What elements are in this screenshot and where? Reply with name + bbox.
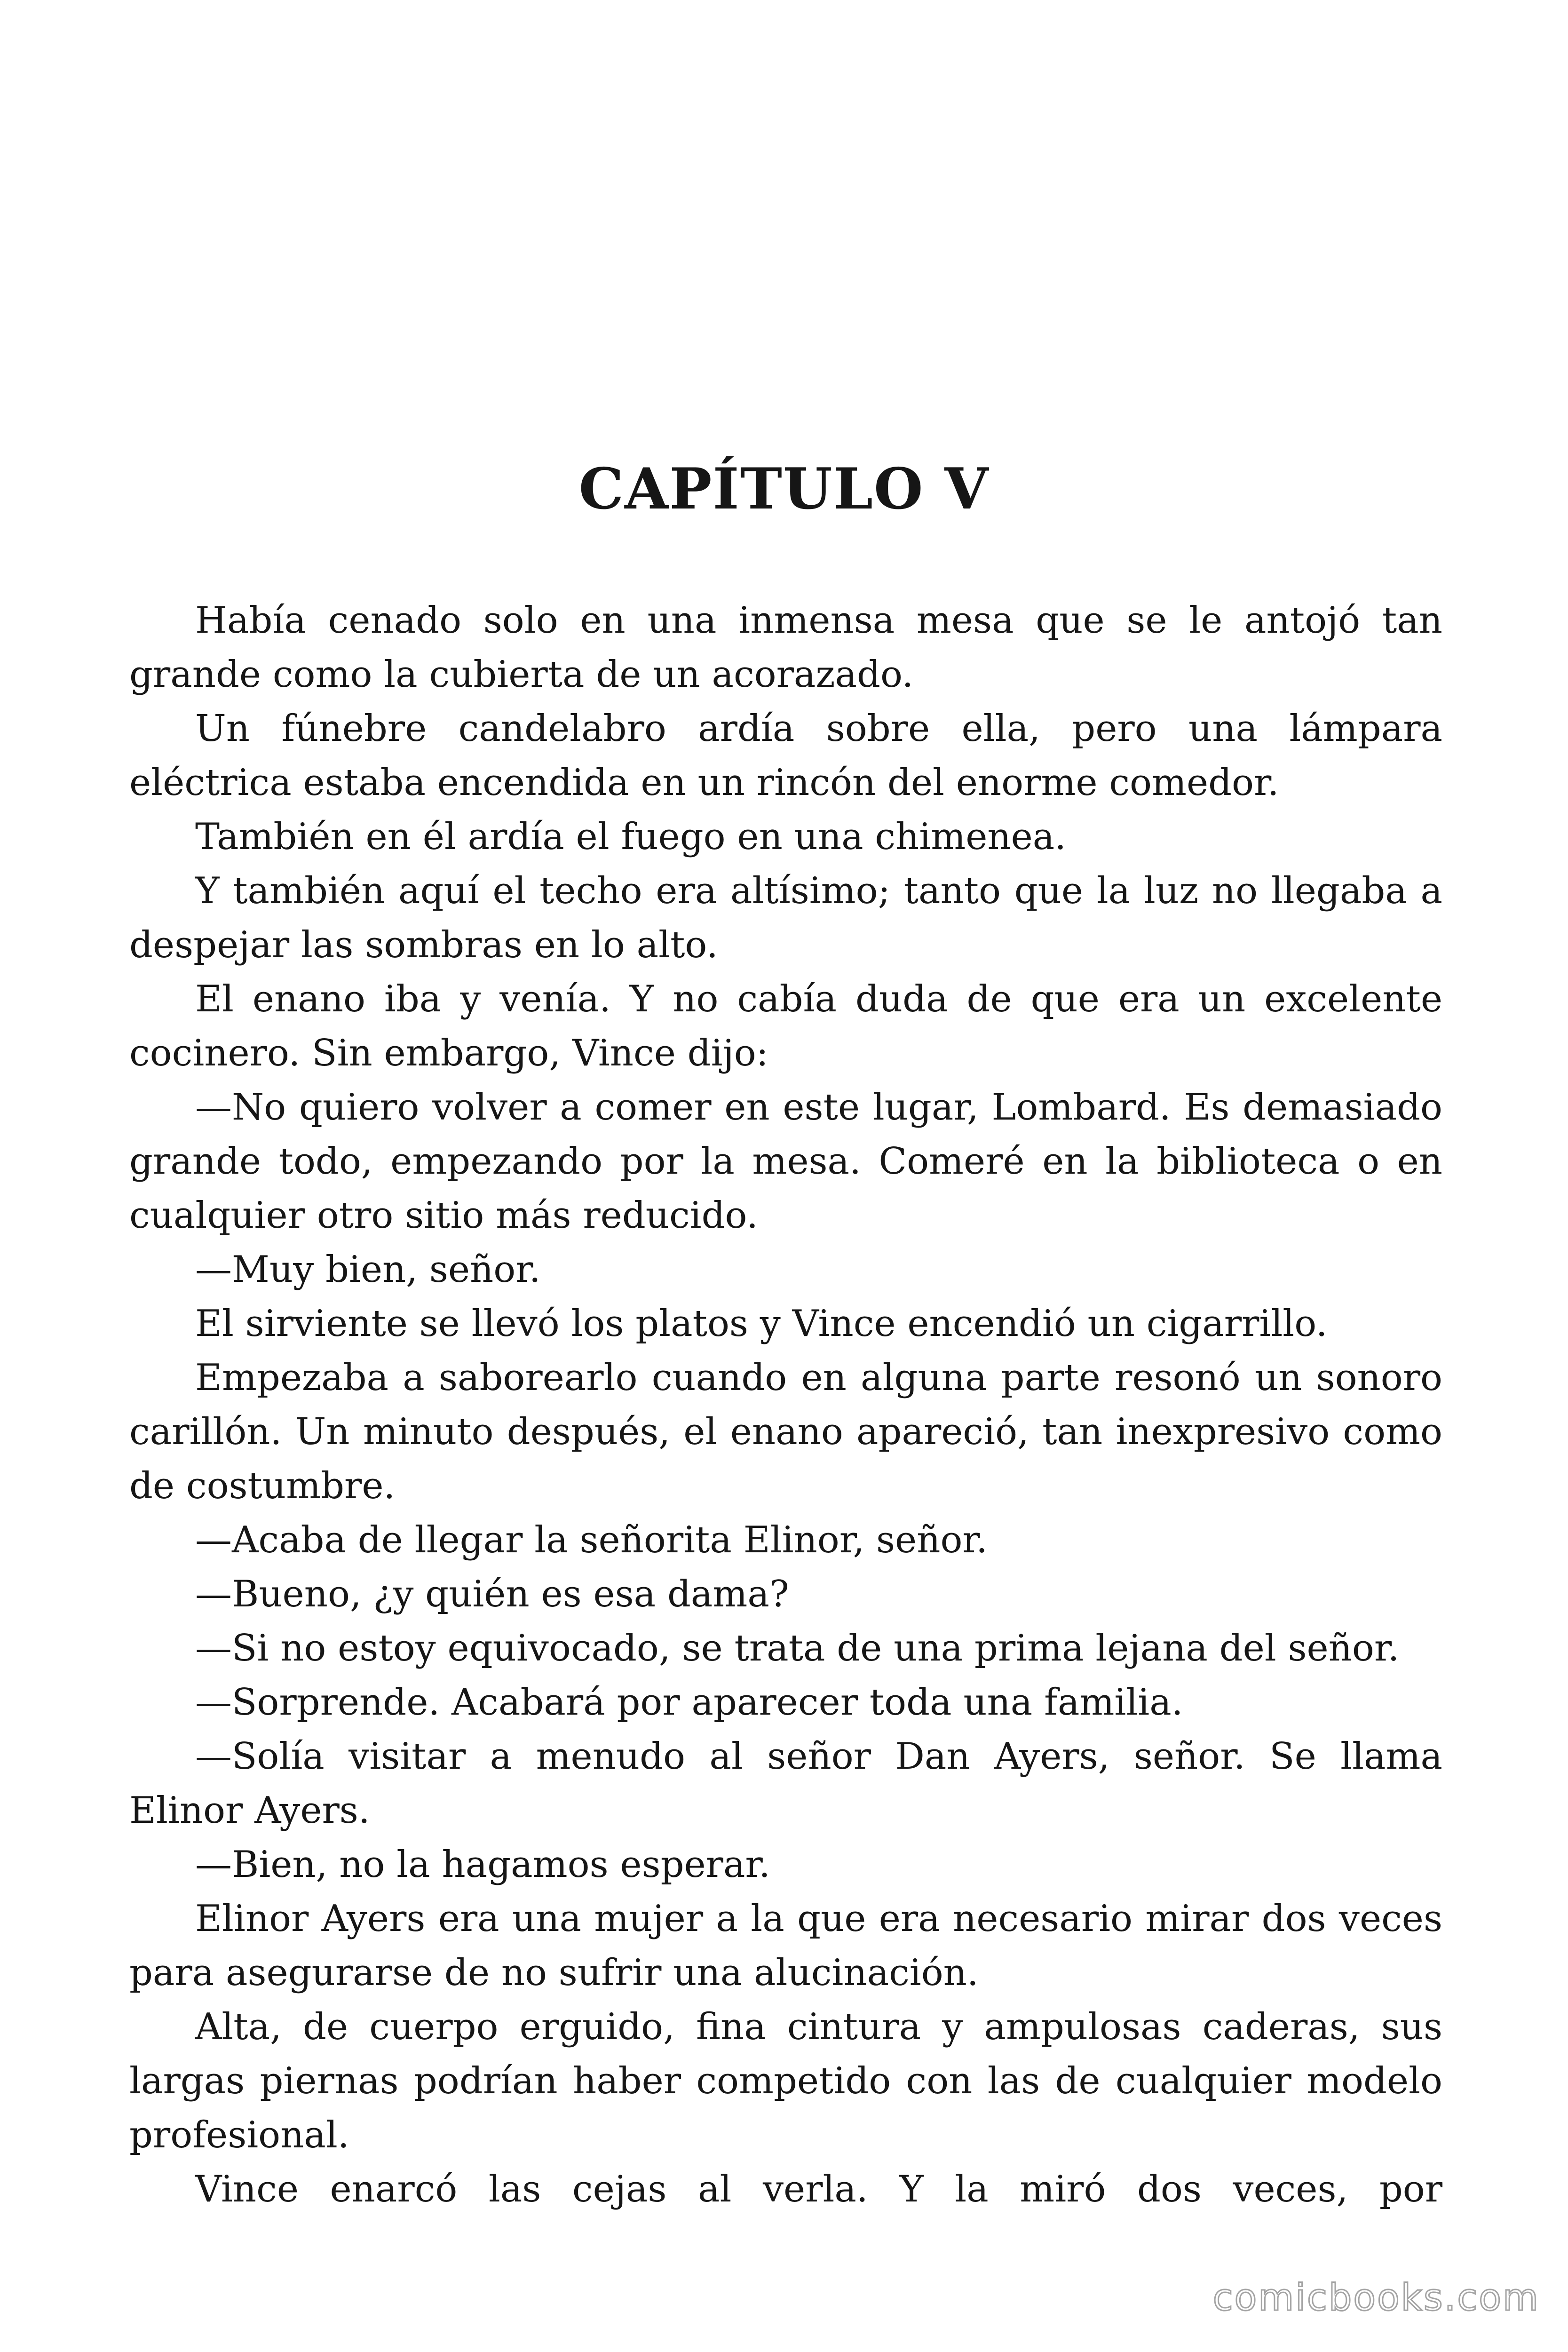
paragraph: Había cenado solo en una inmensa mesa que se le antojó tan grande como la cubierta de un acorazado.	[129, 599, 1442, 696]
paragraph: También en él ardía el fuego en una chimenea.	[195, 816, 1067, 858]
dialogue-paragraph: —Bien, no la hagamos esperar.	[195, 1843, 770, 1886]
chapter-title: CAPÍTULO V	[578, 456, 990, 522]
dialogue-paragraph: —Si no estoy equivocado, se trata de una prima lejana del señor.	[195, 1627, 1400, 1669]
paragraph: Alta, de cuerpo erguido, fina cintura y ampulosas caderas, sus largas piernas podrían haber competido con las de cualquier modelo profesional.	[129, 2006, 1442, 2156]
dialogue-paragraph: —Sorprende. Acabará por aparecer toda una familia.	[195, 1681, 1183, 1724]
dialogue-paragraph: —Muy bien, señor.	[195, 1248, 541, 1291]
paragraph: Elinor Ayers era una mujer a la que era necesario mirar dos veces para asegurarse de no sufrir una alucinación.	[129, 1898, 1442, 1994]
paragraph: El sirviente se llevó los platos y Vince encendió un cigarrillo.	[195, 1303, 1328, 1345]
paragraph: Un fúnebre candelabro ardía sobre ella, pero una lámpara eléctrica estaba encendida en un rincón del enorme comedor.	[129, 707, 1442, 804]
dialogue-paragraph: —No quiero volver a comer en este lugar, Lombard. Es demasiado grande todo, empezando por la mesa. Comeré en la biblioteca o en cualquier otro sitio más reducido.	[129, 1086, 1442, 1237]
paragraph: Y también aquí el techo era altísimo; tanto que la luz no llegaba a despejar las sombras en lo alto.	[129, 870, 1442, 966]
paragraph-last: Vince enarcó las cejas al verla. Y la miró dos veces, por	[195, 2168, 1442, 2210]
dialogue-paragraph: —Acaba de llegar la señorita Elinor, señor.	[195, 1519, 988, 1561]
chapter-body	[129, 594, 1442, 2217]
dialogue-paragraph: —Bueno, ¿y quién es esa dama?	[195, 1573, 789, 1615]
paragraph: Empezaba a saborearlo cuando en alguna parte resonó un sonoro carillón. Un minuto después, el enano apareció, tan inexpresivo como de costumbre.	[129, 1357, 1442, 1507]
watermark: comicbooks.com	[1212, 2277, 1540, 2319]
dialogue-paragraph: —Solía visitar a menudo al señor Dan Ayers, señor. Se llama Elinor Ayers.	[129, 1735, 1442, 1832]
paragraph: El enano iba y venía. Y no cabía duda de que era un excelente cocinero. Sin embargo, Vince dijo:	[129, 978, 1442, 1074]
